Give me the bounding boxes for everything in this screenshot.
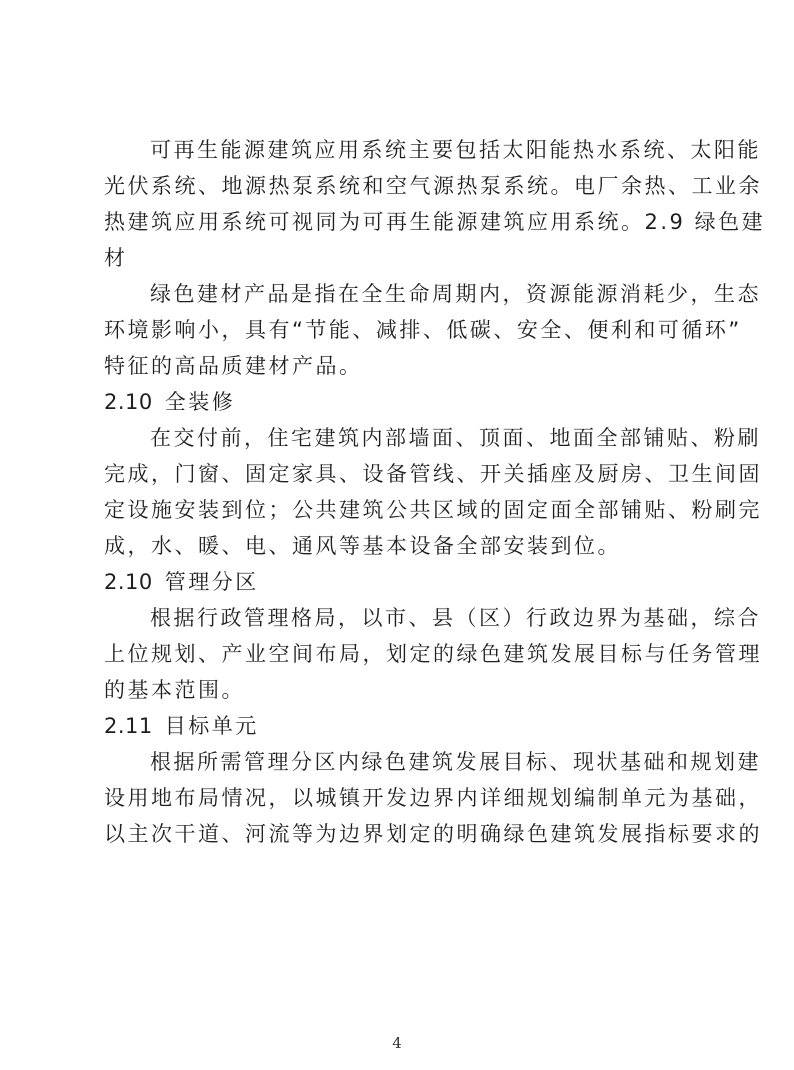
paragraph-green-materials bbox=[104, 276, 761, 384]
paragraph-line: 热建筑应用系统可视同为可再生能源建筑应用系统。2.9 绿色建 bbox=[104, 210, 766, 234]
paragraph-target-unit bbox=[104, 744, 762, 852]
page-number: 4 bbox=[392, 1034, 402, 1052]
section-heading-full-decoration bbox=[104, 384, 694, 420]
paragraph-line: 绿色建材产品是指在全生命周期内，资源能源消耗少，生态 bbox=[150, 282, 761, 306]
section-number: 2.10 bbox=[104, 390, 153, 414]
paragraph-line: 以主次干道、河流等为边界划定的明确绿色建筑发展指标要求的 bbox=[104, 822, 762, 846]
paragraph-line: 根据行政管理格局，以市、县（区）行政边界为基础，综合 bbox=[150, 606, 761, 630]
paragraph-line: 设用地布局情况，以城镇开发边界内详细规划编制单元为基础， bbox=[104, 786, 762, 810]
paragraph-line: 上位规划、产业空间布局，划定的绿色建筑发展目标与任务管理 bbox=[104, 642, 762, 666]
paragraph-full-decoration bbox=[104, 420, 762, 564]
paragraph-line: 特征的高品质建材产品。 bbox=[104, 354, 363, 378]
paragraph-line: 光伏系统、地源热泵系统和空气源热泵系统。电厂余热、工业余 bbox=[104, 174, 762, 198]
paragraph-line: 可再生能源建筑应用系统主要包括太阳能热水系统、太阳能 bbox=[150, 138, 761, 162]
paragraph-line: 环境影响小，具有“节能、减排、低碳、安全、便利和可循环” bbox=[104, 318, 742, 342]
paragraph-line: 在交付前，住宅建筑内部墙面、顶面、地面全部铺贴、粉刷 bbox=[150, 426, 761, 450]
paragraph-line: 的基本范围。 bbox=[104, 678, 245, 702]
document-body bbox=[104, 132, 766, 852]
section-heading-management-zone bbox=[104, 564, 694, 600]
paragraph-line: 材 bbox=[104, 246, 128, 270]
paragraph-line: 完成，门窗、固定家具、设备管线、开关插座及厨房、卫生间固 bbox=[104, 462, 762, 486]
section-heading-target-unit bbox=[104, 708, 694, 744]
section-title: 目标单元 bbox=[164, 714, 259, 738]
paragraph-line: 成，水、暖、电、通风等基本设备全部安装到位。 bbox=[104, 534, 621, 558]
section-number: 2.10 bbox=[104, 570, 153, 594]
section-number: 2.11 bbox=[104, 714, 153, 738]
section-title: 全装修 bbox=[164, 390, 236, 414]
paragraph-line: 根据所需管理分区内绿色建筑发展目标、现状基础和规划建 bbox=[150, 750, 761, 774]
paragraph-line: 定设施安装到位；公共建筑公共区域的固定面全部铺贴、粉刷完 bbox=[104, 498, 762, 522]
paragraph-management-zone bbox=[104, 600, 762, 708]
section-title: 管理分区 bbox=[164, 570, 259, 594]
paragraph-renewable-energy bbox=[104, 132, 766, 276]
